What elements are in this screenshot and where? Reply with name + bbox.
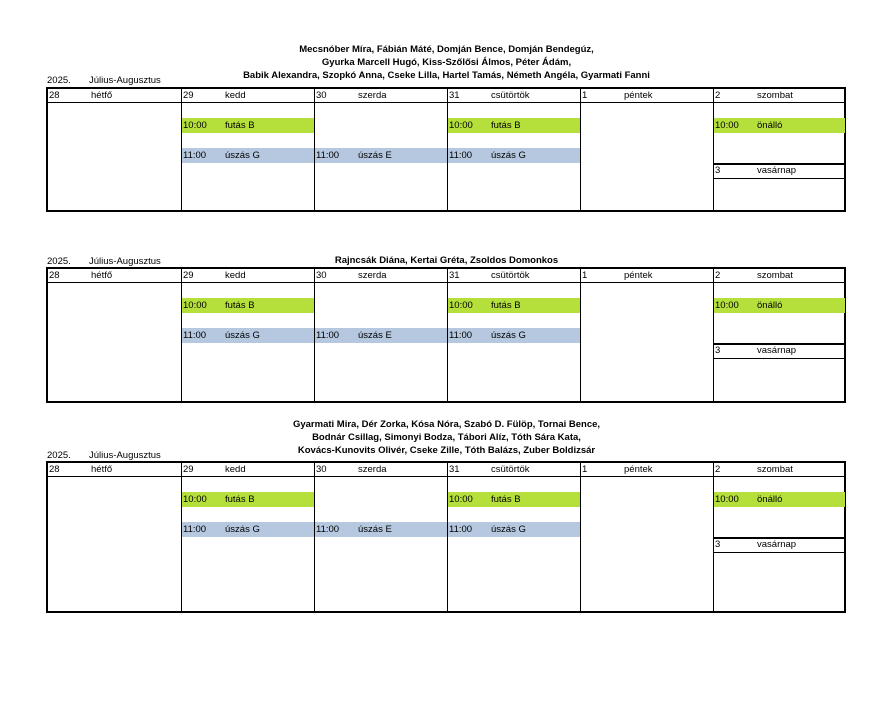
day-column (181, 269, 315, 401)
day-name: csütörtök (491, 270, 530, 281)
day-column (314, 89, 448, 210)
month-label: Július-Augusztus (89, 450, 161, 461)
day-header (48, 463, 181, 477)
day-number: 31 (449, 90, 460, 101)
event-time: 11:00 (183, 330, 207, 341)
day-column (314, 463, 448, 611)
event-running (448, 492, 581, 507)
event-independent (714, 492, 845, 507)
event-time: 11:00 (449, 524, 473, 535)
day-name: szerda (358, 90, 387, 101)
event-running (448, 298, 581, 313)
day-name: kedd (225, 464, 246, 475)
day-name: csütörtök (491, 464, 530, 475)
day-number: 2 (715, 90, 721, 101)
day-column (48, 269, 181, 401)
month-label: Július-Augusztus (89, 256, 161, 267)
day-column (314, 269, 448, 401)
day-number: 28 (49, 464, 60, 475)
event-time: 11:00 (449, 150, 473, 161)
event-name: úszás G (225, 150, 260, 161)
sunday-header (714, 343, 845, 359)
event-name: úszás G (225, 524, 260, 535)
day-column (48, 89, 181, 210)
day-name: vasárnap (757, 539, 797, 550)
names-line: Rajncsák Diána, Kertai Gréta, Zsoldos Domonkos (334, 255, 559, 266)
day-header (182, 269, 315, 283)
event-time: 10:00 (715, 494, 739, 505)
day-column (580, 269, 714, 401)
day-column (447, 269, 581, 401)
day-number: 30 (316, 270, 327, 281)
day-header (315, 269, 448, 283)
day-header (48, 269, 181, 283)
event-running (182, 298, 315, 313)
day-name: hétfő (91, 90, 113, 101)
day-header (315, 463, 448, 477)
day-number: 2 (715, 464, 721, 475)
event-time: 10:00 (183, 494, 207, 505)
event-name: úszás G (225, 330, 260, 341)
event-name: úszás G (491, 150, 526, 161)
event-time: 10:00 (183, 300, 207, 311)
names-line: Bodnár Csillag, Simonyi Bodza, Tábori Alíz, Tóth Sára Kata, (312, 432, 581, 443)
names-line: Gyarmati Mira, Dér Zorka, Kósa Nóra, Szabó D. Fülöp, Tornai Bence, (292, 419, 601, 430)
event-swimming (448, 328, 581, 343)
event-time: 10:00 (715, 300, 739, 311)
day-name: kedd (225, 270, 246, 281)
event-name: önálló (757, 120, 783, 131)
event-time: 10:00 (449, 300, 473, 311)
event-name: úszás E (358, 150, 392, 161)
event-swimming (315, 328, 448, 343)
event-name: futás B (491, 120, 521, 131)
day-column (447, 89, 581, 210)
day-number: 2 (715, 270, 721, 281)
event-running (448, 118, 581, 133)
day-number: 1 (582, 464, 588, 475)
event-name: úszás G (491, 524, 526, 535)
day-number: 31 (449, 464, 460, 475)
day-number: 30 (316, 90, 327, 101)
names-line: Mecsnóber Míra, Fábián Máté, Domján Bence, Domján Bendegúz, (299, 44, 594, 55)
event-time: 11:00 (316, 150, 340, 161)
day-column (48, 463, 181, 611)
event-name: futás B (225, 120, 255, 131)
year-label: 2025. (47, 450, 71, 461)
day-header (714, 269, 845, 283)
event-name: úszás E (358, 524, 392, 535)
day-header (581, 463, 714, 477)
day-column (713, 463, 845, 611)
event-time: 11:00 (316, 330, 340, 341)
year-label: 2025. (47, 256, 71, 267)
day-number: 1 (582, 270, 588, 281)
event-name: úszás E (358, 330, 392, 341)
schedule-grid (46, 267, 846, 403)
day-name: vasárnap (757, 165, 797, 176)
event-time: 10:00 (183, 120, 207, 131)
day-column (181, 89, 315, 210)
day-name: kedd (225, 90, 246, 101)
event-name: futás B (491, 300, 521, 311)
day-header (448, 89, 581, 103)
day-header (315, 89, 448, 103)
event-time: 11:00 (183, 524, 207, 535)
event-time: 10:00 (449, 120, 473, 131)
event-swimming (315, 522, 448, 537)
day-column (447, 463, 581, 611)
day-name: vasárnap (757, 345, 797, 356)
day-name: szombat (757, 270, 793, 281)
event-name: futás B (491, 494, 521, 505)
sunday-header (714, 163, 845, 179)
event-name: önálló (757, 494, 783, 505)
day-name: péntek (624, 464, 653, 475)
day-number: 3 (715, 539, 721, 550)
day-header (581, 269, 714, 283)
event-time: 11:00 (449, 330, 473, 341)
day-header (448, 269, 581, 283)
names-line: Babik Alexandra, Szopkó Anna, Cseke Lilla, Hartel Tamás, Németh Angéla, Gyarmati Fanni (243, 70, 650, 81)
event-swimming (182, 328, 315, 343)
day-number: 3 (715, 165, 721, 176)
event-independent (714, 118, 845, 133)
sunday-header (714, 537, 845, 553)
day-number: 29 (183, 90, 194, 101)
day-column (713, 89, 845, 210)
event-swimming (182, 148, 315, 163)
day-column (713, 269, 845, 401)
day-number: 1 (582, 90, 588, 101)
day-number: 29 (183, 270, 194, 281)
event-name: önálló (757, 300, 783, 311)
year-label: 2025. (47, 75, 71, 86)
day-number: 30 (316, 464, 327, 475)
day-header (714, 463, 845, 477)
day-header (182, 463, 315, 477)
day-number: 29 (183, 464, 194, 475)
month-label: Július-Augusztus (89, 75, 161, 86)
day-name: szerda (358, 464, 387, 475)
day-header (581, 89, 714, 103)
day-name: szombat (757, 90, 793, 101)
event-name: úszás G (491, 330, 526, 341)
day-name: csütörtök (491, 90, 530, 101)
names-line: Kovács-Kunovits Olivér, Cseke Zille, Tóth Balázs, Zuber Boldizsár (297, 445, 596, 456)
event-running (182, 492, 315, 507)
schedule-grid (46, 87, 846, 212)
day-column (580, 89, 714, 210)
day-number: 3 (715, 345, 721, 356)
schedule-grid (46, 461, 846, 613)
event-name: futás B (225, 300, 255, 311)
day-name: szerda (358, 270, 387, 281)
day-name: hétfő (91, 270, 113, 281)
event-independent (714, 298, 845, 313)
day-name: péntek (624, 270, 653, 281)
day-number: 28 (49, 90, 60, 101)
day-column (181, 463, 315, 611)
event-swimming (448, 522, 581, 537)
event-running (182, 118, 315, 133)
day-name: péntek (624, 90, 653, 101)
day-header (714, 89, 845, 103)
event-swimming (182, 522, 315, 537)
day-header (448, 463, 581, 477)
event-time: 10:00 (449, 494, 473, 505)
event-time: 11:00 (316, 524, 340, 535)
event-swimming (448, 148, 581, 163)
day-header (182, 89, 315, 103)
day-number: 31 (449, 270, 460, 281)
day-name: hétfő (91, 464, 113, 475)
day-number: 28 (49, 270, 60, 281)
event-swimming (315, 148, 448, 163)
event-time: 10:00 (715, 120, 739, 131)
event-time: 11:00 (183, 150, 207, 161)
day-column (580, 463, 714, 611)
event-name: futás B (225, 494, 255, 505)
day-name: szombat (757, 464, 793, 475)
day-header (48, 89, 181, 103)
names-line: Gyurka Marcell Hugó, Kiss-Szőlősi Álmos, Péter Ádám, (321, 57, 572, 68)
